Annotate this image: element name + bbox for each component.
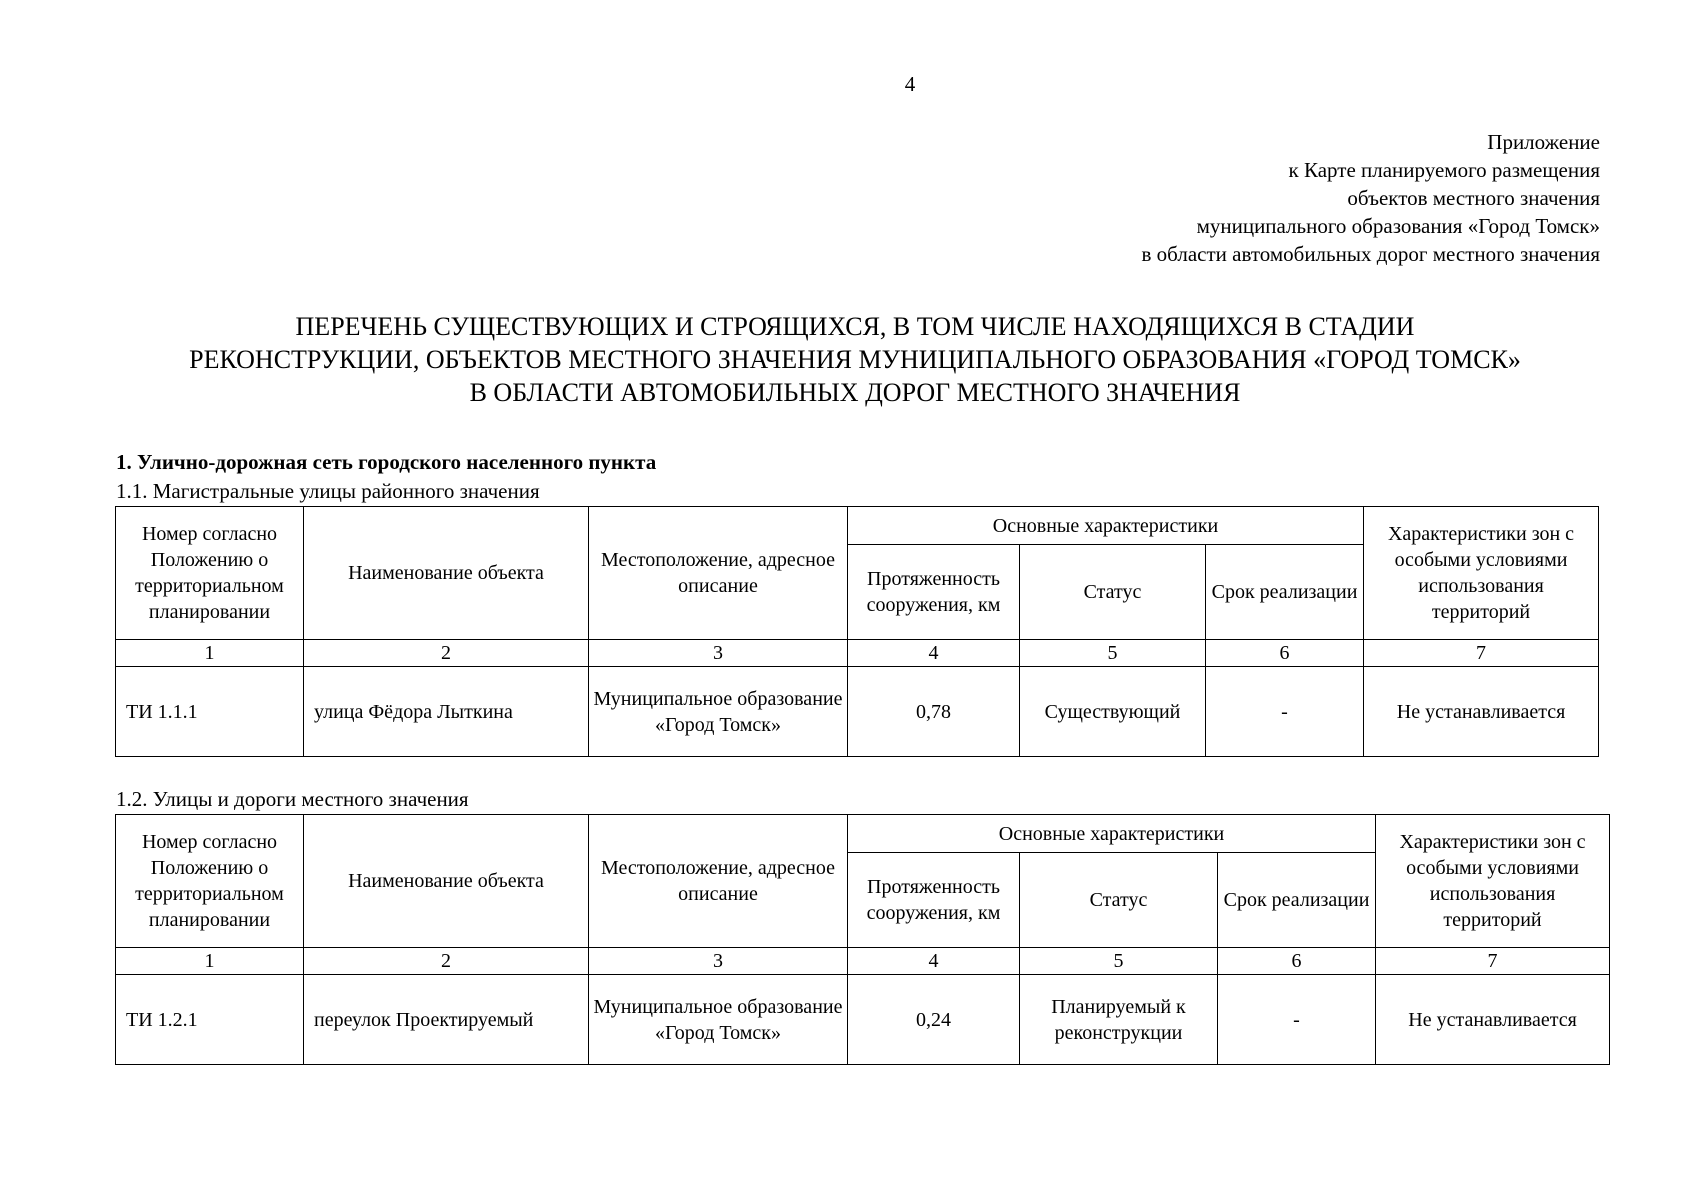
table-row	[116, 667, 1599, 757]
title-line: РЕКОНСТРУКЦИИ, ОБЪЕКТОВ МЕСТНОГО ЗНАЧЕНИЯ МУНИЦИПАЛЬНОГО ОБРАЗОВАНИЯ «ГОРОД ТОМСК»	[189, 345, 1521, 374]
cell-length: 0,24	[848, 975, 1020, 1065]
column-number: 5	[1020, 948, 1218, 975]
document-title	[110, 310, 1600, 409]
cell-name: переулок Проектируемый	[304, 975, 589, 1065]
column-number: 2	[304, 640, 589, 667]
cell-number: ТИ 1.2.1	[116, 975, 304, 1065]
appendix-line: в области автомобильных дорог местного значения	[1141, 242, 1600, 266]
column-number: 6	[1206, 640, 1364, 667]
header-row	[116, 507, 1599, 545]
column-number: 2	[304, 948, 589, 975]
appendix-line: к Карте планируемого размещения	[1288, 158, 1600, 182]
column-number: 1	[116, 640, 304, 667]
header-zones: Характеристики зон с особыми условиями использования территорий	[1364, 507, 1599, 640]
cell-term: -	[1206, 667, 1364, 757]
column-number: 1	[116, 948, 304, 975]
title-line: ПЕРЕЧЕНЬ СУЩЕСТВУЮЩИХ И СТРОЯЩИХСЯ, В ТОМ ЧИСЛЕ НАХОДЯЩИХСЯ В СТАДИИ	[295, 312, 1415, 341]
column-number: 5	[1020, 640, 1206, 667]
appendix-line: Приложение	[1487, 130, 1600, 154]
cell-term: -	[1218, 975, 1376, 1065]
column-number-row	[116, 640, 1599, 667]
objects-table-1-2	[115, 814, 1610, 1065]
header-main-characteristics: Основные характеристики	[848, 507, 1364, 545]
column-number-row	[116, 948, 1610, 975]
cell-length: 0,78	[848, 667, 1020, 757]
cell-location: Муниципальное образование «Город Томск»	[589, 667, 848, 757]
title-line: В ОБЛАСТИ АВТОМОБИЛЬНЫХ ДОРОГ МЕСТНОГО ЗНАЧЕНИЯ	[469, 378, 1241, 407]
header-zones: Характеристики зон с особыми условиями использования территорий	[1376, 815, 1610, 948]
header-status: Статус	[1020, 545, 1206, 640]
cell-status: Планируемый к реконструкции	[1020, 975, 1218, 1065]
appendix-line: объектов местного значения	[1347, 186, 1600, 210]
header-location: Местоположение, адресное описание	[589, 507, 848, 640]
cell-zones: Не устанавливается	[1376, 975, 1610, 1065]
header-number: Номер согласно Положению о территориальном планировании	[116, 815, 304, 948]
header-main-characteristics: Основные характеристики	[848, 815, 1376, 853]
cell-zones: Не устанавливается	[1364, 667, 1599, 757]
table-row	[116, 975, 1610, 1065]
column-number: 6	[1218, 948, 1376, 975]
cell-name: улица Фёдора Лыткина	[304, 667, 589, 757]
cell-status: Существующий	[1020, 667, 1206, 757]
header-name: Наименование объекта	[304, 815, 589, 948]
header-location: Местоположение, адресное описание	[589, 815, 848, 948]
header-number: Номер согласно Положению о территориальном планировании	[116, 507, 304, 640]
appendix-line: муниципального образования «Город Томск»	[1196, 214, 1600, 238]
section-heading: 1. Улично-дорожная сеть городского населенного пункта	[116, 450, 657, 474]
appendix-note	[1142, 128, 1600, 268]
subsection-heading-1-1: 1.1. Магистральные улицы районного значения	[116, 479, 540, 503]
objects-table-1-1	[115, 506, 1599, 757]
cell-number: ТИ 1.1.1	[116, 667, 304, 757]
column-number: 7	[1364, 640, 1599, 667]
header-length: Протяженность сооружения, км	[848, 853, 1020, 948]
header-name: Наименование объекта	[304, 507, 589, 640]
header-length: Протяженность сооружения, км	[848, 545, 1020, 640]
column-number: 7	[1376, 948, 1610, 975]
column-number: 4	[848, 948, 1020, 975]
column-number: 4	[848, 640, 1020, 667]
subsection-heading-1-2: 1.2. Улицы и дороги местного значения	[116, 787, 469, 811]
page-number: 4	[904, 72, 916, 96]
header-row	[116, 815, 1610, 853]
header-term: Срок реализации	[1206, 545, 1364, 640]
header-term: Срок реализации	[1218, 853, 1376, 948]
header-status: Статус	[1020, 853, 1218, 948]
column-number: 3	[589, 640, 848, 667]
column-number: 3	[589, 948, 848, 975]
cell-location: Муниципальное образование «Город Томск»	[589, 975, 848, 1065]
